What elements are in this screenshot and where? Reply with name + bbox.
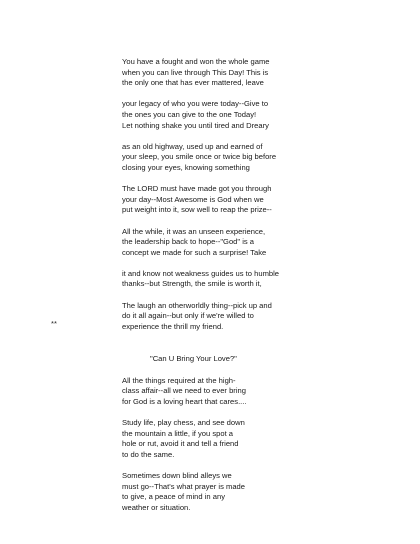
poem-title: "Can U Bring Your Love?": [150, 354, 237, 364]
poem-line: the mountain a little, if you spot a: [122, 428, 234, 438]
poem-line: hole or rut, avoid it and tell a friend: [122, 439, 239, 449]
poem-line: thanks--but Strength, the smile is worth it,: [122, 279, 262, 289]
poem-line: The LORD must have made got you through: [122, 184, 272, 194]
poem2-stanza: [122, 418, 352, 460]
poem-line: The laugh an otherworldly thing--pick up and: [122, 300, 272, 310]
poem-line: the ones you can give to the one Today!: [122, 109, 257, 119]
poem-line: put weight into it, sow well to reap the prize--: [122, 205, 272, 215]
poem1-stanza: [122, 184, 352, 216]
poem-line: weather or situation.: [122, 502, 191, 512]
poem-line: Sometimes down blind alleys we: [122, 470, 232, 480]
poem-line: the leadership back to hope--"God" is a: [122, 237, 255, 247]
section-separator: **: [51, 319, 57, 328]
poem-line: Study life, play chess, and see down: [122, 418, 245, 427]
poem-line: to do the same.: [122, 449, 175, 459]
poem-line: the only one that has ever mattered, leave: [122, 78, 264, 88]
poem-line: for God is a loving heart that cares....: [122, 396, 247, 406]
poem1-stanza: [122, 57, 352, 89]
poem-line: your legacy of who you were today--Give to: [122, 99, 269, 109]
poem-line: You have a fought and won the whole game: [122, 57, 270, 66]
poem-line: it and know not weakness guides us to humble: [122, 268, 280, 278]
poem-line: as an old highway, used up and earned of: [122, 141, 263, 151]
poem-line: closing your eyes, knowing something: [122, 162, 250, 172]
poem-line: All the while, it was an unseen experience,: [122, 226, 266, 236]
poem-line: do it all again--but only if we're willed to: [122, 311, 254, 321]
poem-line: your sleep, you smile once or twice big before: [122, 152, 277, 162]
text-column: [122, 57, 352, 524]
poem1-stanza: [122, 269, 352, 290]
poem1-stanza: [122, 99, 352, 131]
poem-line: when you can live through This Day! This is: [122, 67, 269, 77]
poem-line: your day--Most Awesome is God when we: [122, 194, 264, 204]
poem-line: All the things required at the high-: [122, 375, 236, 385]
poem1-stanza: [122, 142, 352, 174]
poem1-stanza: [122, 227, 352, 259]
poem-line: Let nothing shake you until tired and Dreary: [122, 120, 269, 130]
poem-line: class affair--all we need to ever bring: [122, 386, 246, 396]
poem2-stanza: [122, 376, 352, 408]
poem2-title-block: [122, 354, 352, 365]
poem-line: concept we made for such a surprise! Take: [122, 247, 267, 257]
poem-line: must go--That's what prayer is made: [122, 481, 245, 491]
poem-line: to give, a peace of mind in any: [122, 492, 226, 502]
poem2-stanza: [122, 471, 352, 513]
poem-line: experience the thrill my friend.: [122, 321, 224, 331]
poem1-stanza: [122, 301, 352, 333]
